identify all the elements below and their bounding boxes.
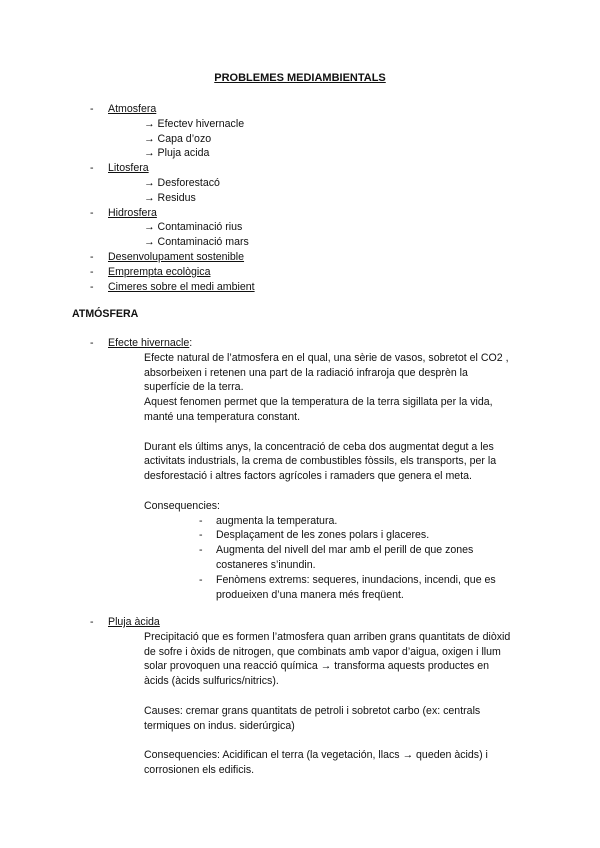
list-dash: - <box>90 103 94 115</box>
outline-subitem: → Contaminació mars <box>144 236 249 249</box>
outline-item-label: Hidrosfera <box>108 206 157 219</box>
outline-subitem: → Contaminació rius <box>144 221 243 234</box>
outline-item <box>0 206 600 221</box>
paragraph: Consequencies: Acidifican el terra (la vegetación, llacs → queden àcids) i corrosionen els edificis. <box>144 749 488 776</box>
list-item: - augmenta la temperatura. <box>199 514 338 527</box>
outline-item-label: Cimeres sobre el medi ambient <box>108 280 255 293</box>
outline-item <box>0 280 600 295</box>
outline-item <box>0 102 600 117</box>
paragraph: Aquest fenomen permet que la temperatura de la terra sigillata per la vida, manté una temperatura constant. <box>144 396 493 423</box>
list-item: - Desplaçament de les zones polars i glaceres. <box>199 529 430 542</box>
paragraph: Durant els últims anys, la concentració de ceba dos augmentat degut a les activitats industrials, la crema de combustibles fòssils, els transports, per la desforestació i altres factors agrícoles i ramaders que genera el meta. <box>144 440 497 483</box>
consequences-list <box>0 514 600 603</box>
outline-subitem: → Capa d’ozo <box>144 132 212 145</box>
list-dash: - <box>90 337 94 349</box>
subsection-title <box>0 615 600 630</box>
page-title: PROBLEMES MEDIAMBIENTALS <box>214 72 386 84</box>
paragraph: Efecte natural de l’atmosfera en el qual, una sèrie de vasos, sobretot el CO2 , absorbeixen i retenen una part de la radiació infraroja que desprèn la superfície de la terra. <box>144 351 509 394</box>
outline-item-label: Emprempta ecològica <box>108 265 211 278</box>
list-item: - Fenòmens extrems: sequeres, inundacions, incendi, que es produeixen d’una manera més freqüent. <box>199 573 496 601</box>
outline-item <box>0 161 600 176</box>
consequences-label: Consequencies: <box>144 499 220 512</box>
outline-item <box>0 250 600 265</box>
list-dash: - <box>90 162 94 175</box>
outline-item-label: Desenvolupament sostenible <box>108 250 245 263</box>
section-efecte-hivernacle <box>0 336 600 602</box>
subsection-label: Efecte hivernacle <box>108 337 190 349</box>
list-dash: - <box>90 206 94 219</box>
subsection-label: Pluja àcida <box>108 616 160 628</box>
list-dash: - <box>90 280 94 293</box>
subsection-title: - Efecte hivernacle: <box>90 337 193 349</box>
outline-subitem: → Residus <box>144 191 196 204</box>
section-heading: ATMÓSFERA <box>72 308 139 320</box>
list-item: - Augmenta del nivell del mar amb el perill de que zones costaneres s’inundin. <box>199 544 474 571</box>
paragraph: Precipitació que es formen l’atmosfera quan arriben grans quantitats de diòxid de sofre i òxids de nitrogen, que combinats amb vapor d’aigua, oxigen i llum solar provoquen una reacció química → transforma aquests productes en àcids (àcids sulfurics/nitrics). <box>144 630 511 688</box>
section-pluja-acida <box>0 615 600 778</box>
paragraph: Causes: cremar grans quantitats de petroli i sobretot carbo (ex: centrals termiques on indus. siderúrgica) <box>144 704 481 732</box>
list-dash: - <box>90 250 94 263</box>
topic-outline <box>0 102 600 294</box>
outline-item-label: Atmosfera <box>108 103 157 115</box>
list-dash: - <box>90 265 94 278</box>
outline-subitem: → Efectev hivernacle <box>144 117 245 130</box>
outline-item <box>0 265 600 280</box>
outline-subitem: → Desforestacó <box>144 176 220 189</box>
outline-subitem: → Pluja acida <box>144 147 210 160</box>
list-dash: - <box>90 616 94 628</box>
outline-item-label: Litosfera <box>108 162 149 175</box>
